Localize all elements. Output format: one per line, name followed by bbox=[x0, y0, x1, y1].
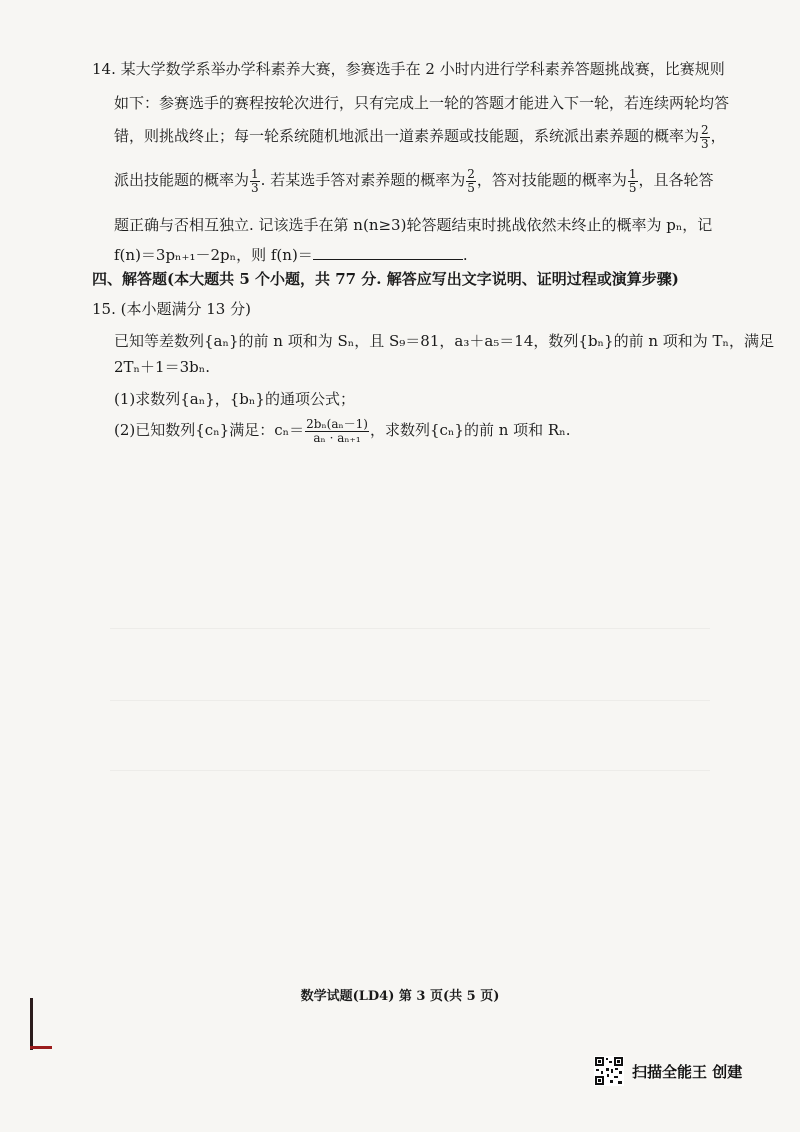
watermark-text: 扫描全能王 创建 bbox=[632, 1062, 743, 1081]
q15-line: 15. (本小题满分 13 分) bbox=[92, 300, 251, 318]
q14-line: 题正确与否相互独立. 记该选手在第 n(n≥3)轮答题结束时挑战依然未终止的概率为 pₙ，记 bbox=[114, 216, 713, 234]
q15-line: 已知等差数列{aₙ}的前 n 项和为 Sₙ，且 S₉＝81，a₃＋a₅＝14，数列{bₙ}的前 n 项和为 Tₙ，满足 bbox=[114, 332, 775, 350]
qr-code-icon bbox=[594, 1056, 624, 1086]
bleed-through-line bbox=[110, 770, 710, 771]
q15-line: (1)求数列{aₙ}，{bₙ}的通项公式； bbox=[114, 390, 355, 408]
q14-line: 错，则挑战终止；每一轮系统随机地派出一道素养题或技能题，系统派出素养题的概率为 $\frac{2}{3}$ ， bbox=[114, 123, 726, 151]
fraction-cn: $\frac{\text{2bₙ(aₙ－1)}}{\text{aₙ · aₙ₊₁}}$ bbox=[306, 417, 368, 445]
scanner-watermark bbox=[594, 1056, 742, 1086]
fraction-one-fifth: $\frac{1}{5}$ bbox=[628, 167, 637, 195]
scan-edge-mark bbox=[30, 1046, 52, 1049]
answer-blank[interactable] bbox=[313, 245, 463, 260]
fraction-two-thirds: $\frac{2}{3}$ bbox=[701, 123, 709, 151]
page-footer: 数学试题(LD4) 第 3 页(共 5 页) bbox=[300, 989, 500, 1004]
bleed-through-line bbox=[110, 628, 710, 629]
section-heading: 四、解答题(本大题共 5 个小题，共 77 分. 解答应写出文字说明、证明过程或演算步骤) bbox=[92, 270, 679, 288]
fraction-two-fifths: $\frac{2}{5}$ bbox=[467, 167, 475, 195]
fraction-one-third: $\frac{1}{3}$ bbox=[251, 167, 259, 195]
scan-edge-mark bbox=[30, 998, 33, 1050]
q15-line: (2)已知数列{cₙ}满足：cₙ＝ $\frac{\text{2bₙ(aₙ－1)}}{\text{aₙ · aₙ₊₁}}$ ，求数列{cₙ}的前 n 项和 Rₙ. bbox=[114, 417, 571, 445]
q14-line: 派出技能题的概率为 $\frac{1}{3}$ . 若某选手答对素养题的概率为 $\frac{2}{5}$ ，答对技能题的概率为 $\frac{1}{5}$ ，且各轮答 bbox=[114, 167, 714, 195]
q14-line: 14. 某大学数学系举办学科素养大赛，参赛选手在 2 小时内进行学科素养答题挑战赛，比赛规则 bbox=[92, 60, 725, 78]
bleed-through-line bbox=[110, 700, 710, 701]
q14-line: f(n)＝3pₙ₊₁－2pₙ，则 f(n)＝ . bbox=[114, 246, 468, 264]
q14-line: 如下：参赛选手的赛程按轮次进行，只有完成上一轮的答题才能进入下一轮，若连续两轮均答 bbox=[114, 94, 730, 112]
q15-line: 2Tₙ＋1＝3bₙ. bbox=[114, 358, 210, 376]
